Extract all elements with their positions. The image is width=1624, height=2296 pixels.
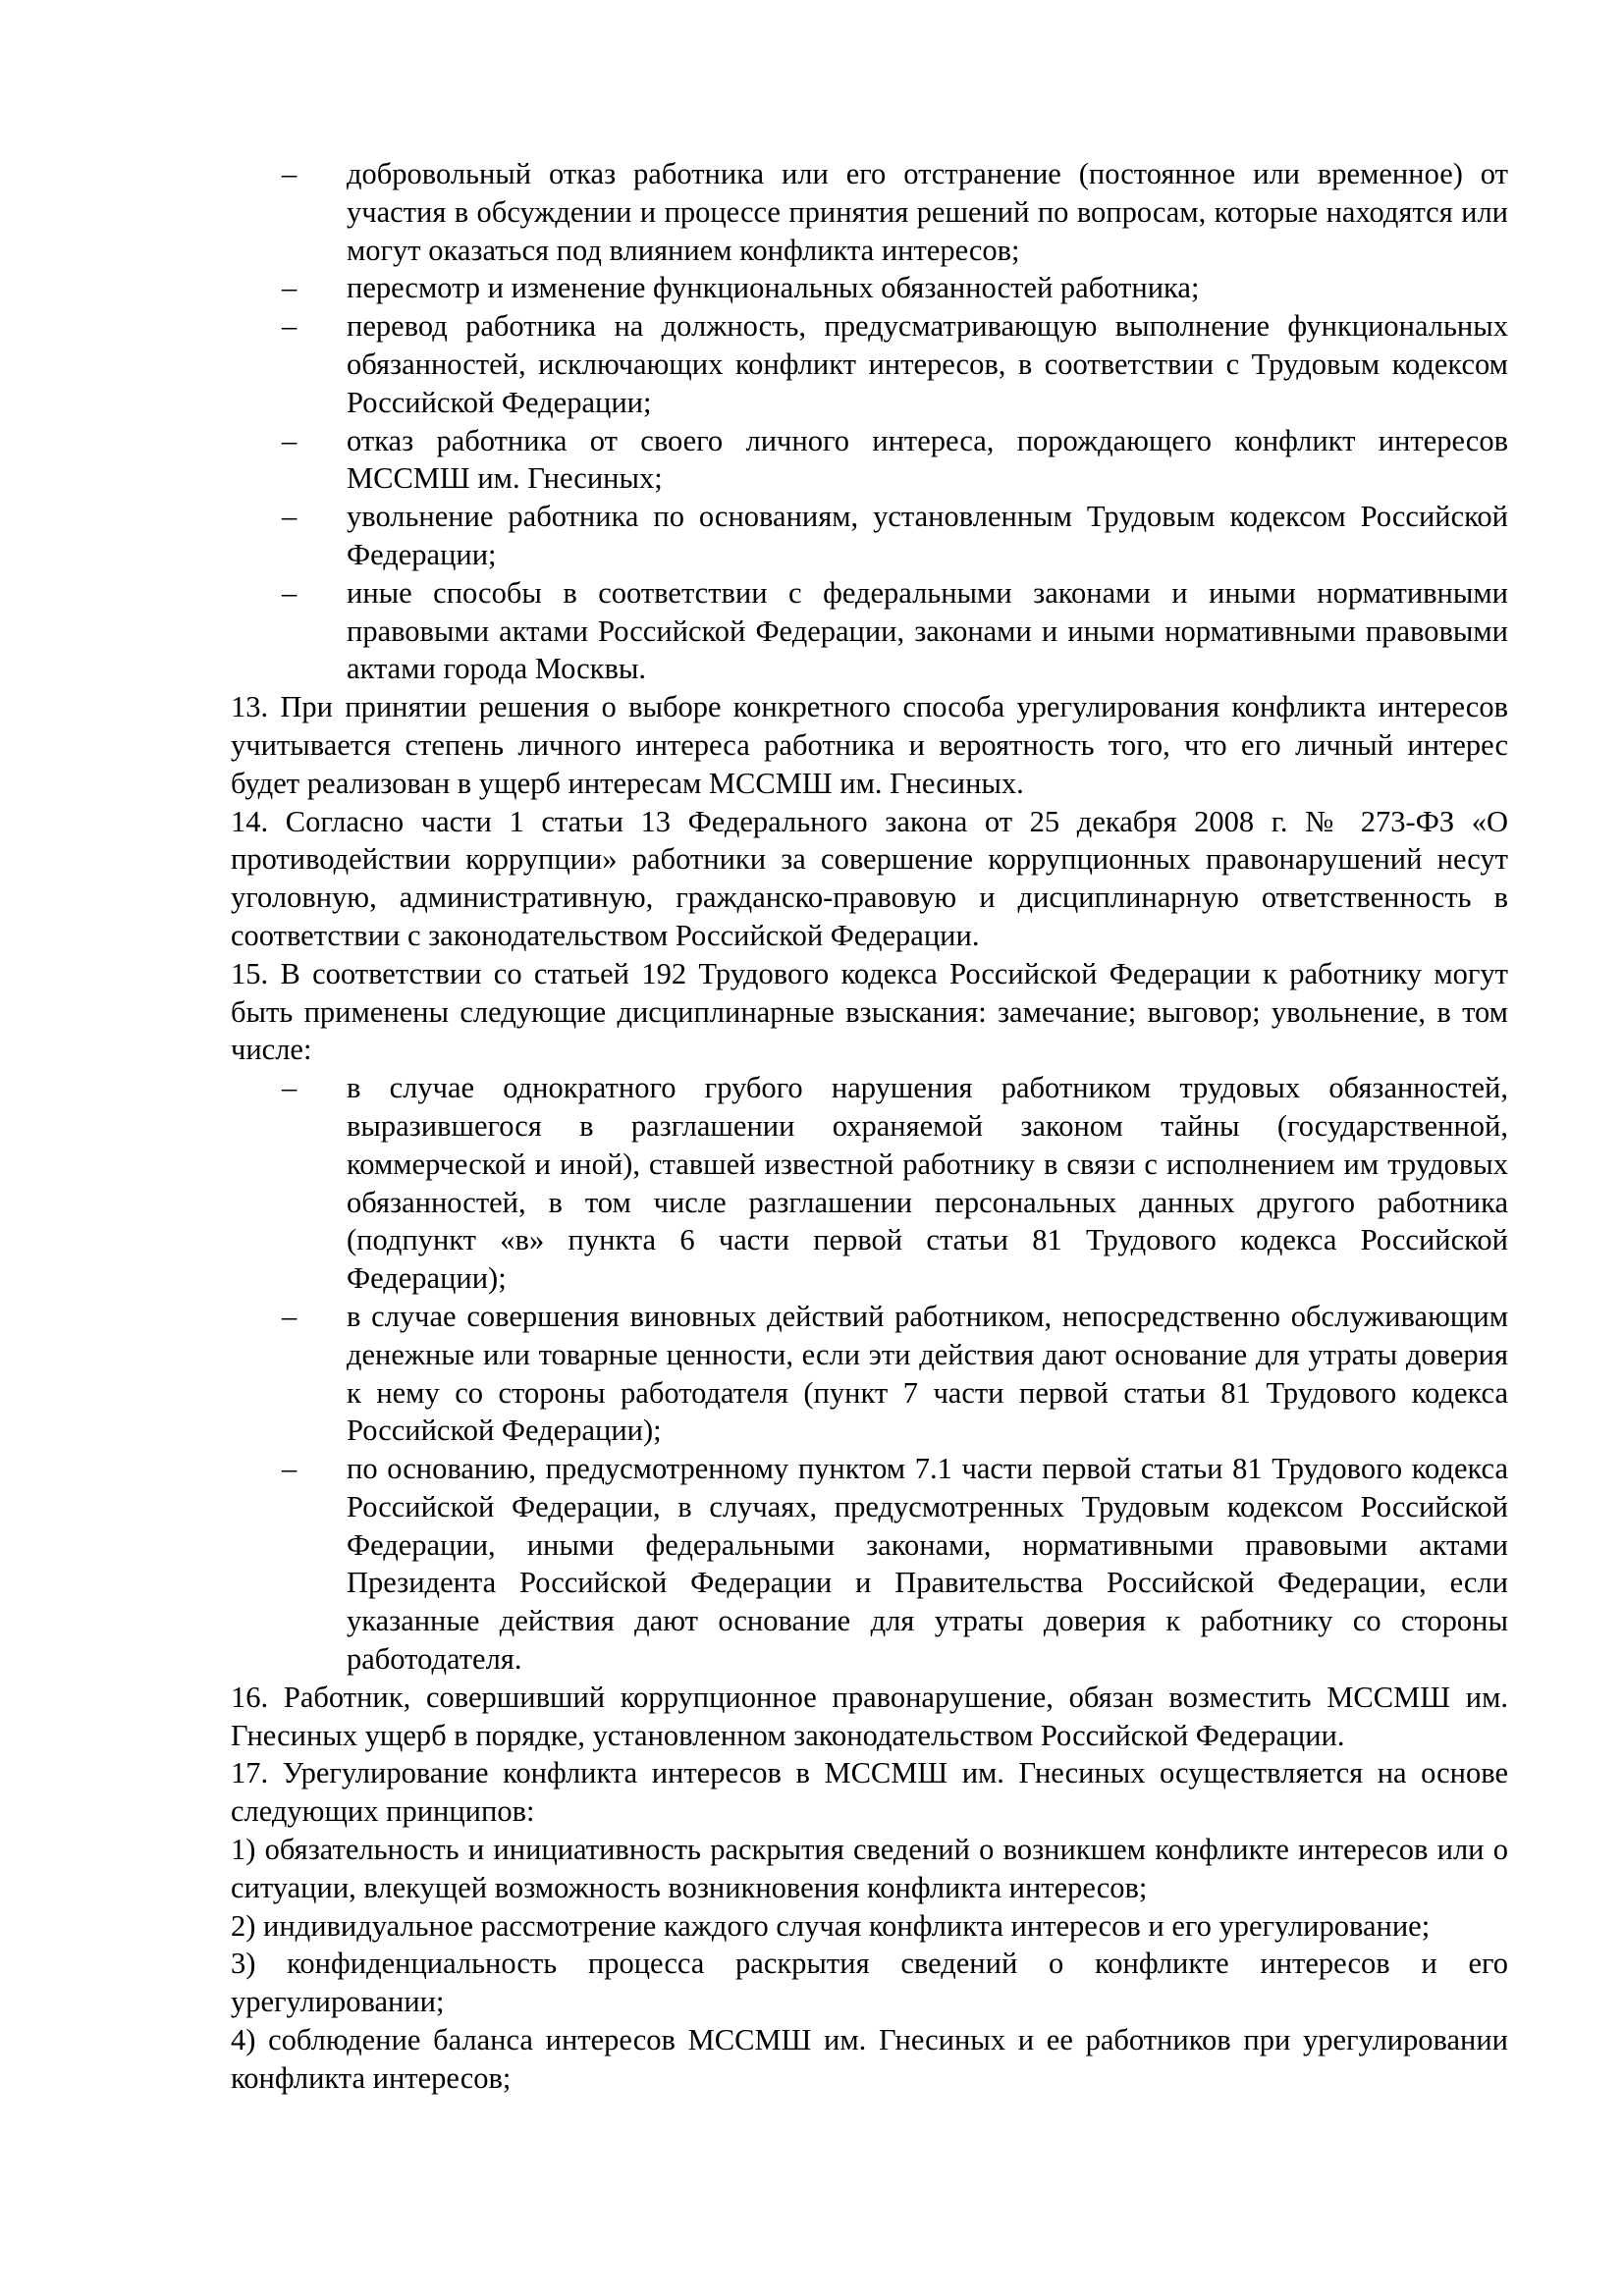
bullet-text: в случае однократного грубого нарушения работником трудовых обязанностей, выразившегося в разглашении охраняемой законом тайны (государственной, коммерческой и иной), ставшей известной работнику в связи с исполнением им трудовых обязанностей, в том числе разглашении персональных данных другого работника (подпункт «в» пункта 6 части первой статьи 81 Трудового кодекса Российской Федерации); [347, 1071, 1508, 1296]
bullet-item [231, 422, 1508, 499]
paragraph: 2) индивидуальное рассмотрение каждого случая конфликта интересов и его урегулирование; [231, 1908, 1431, 1943]
paragraph: 1) обязательность и инициативность раскрытия сведений о возникшем конфликте интересов или о ситуации, влекущей возможность возникновения конфликта интересов; [231, 1833, 1508, 1904]
paragraph: 14. Согласно части 1 статьи 13 Федерального закона от 25 декабря 2008 г. № 273-ФЗ «О противодействии коррупции» работники за совершение коррупционных правонарушений несут уголовную, административную, гражданско-правовую и дисциплинарную ответственность в соответствии с законодательством Российской Федерации. [231, 804, 1508, 952]
bullet-text: увольнение работника по основаниям, установленным Трудовым кодексом Российской Федерации; [347, 500, 1508, 571]
bullet-text: пересмотр и изменение функциональных обязанностей работника; [347, 271, 1200, 305]
paragraph: 4) соблюдение баланса интересов МССМШ им. Гнесиных и ее работников при урегулировании конфликта интересов; [231, 2023, 1508, 2095]
bullet-dash-marker: – [282, 309, 298, 344]
paragraph: 16. Работник, совершивший коррупционное правонарушение, обязан возместить МССМШ им. Гнесиных ущерб в порядке, установленном законодательством Российской Федерации. [231, 1680, 1508, 1752]
paragraph: 13. При принятии решения о выборе конкретного способа урегулирования конфликта интересов учитывается степень личного интереса работника и вероятность того, что его личный интерес будет реализован в ущерб интересам МССМШ им. Гнесиных. [231, 690, 1508, 800]
bullet-dash-marker: – [282, 157, 298, 190]
paragraph: 17. Урегулирование конфликта интересов в МССМШ им. Гнесиных осуществляется на основе следующих принципов: [231, 1756, 1508, 1829]
bullet-dash-marker: – [282, 1299, 298, 1333]
bullet-dash-marker: – [282, 1071, 298, 1105]
bullet-dash-marker: – [282, 500, 298, 534]
bullet-text: перевод работника на должность, предусматривающую выполнение функциональных обязанностей, исключающих конфликт интересов, в соответствии с Трудовым кодексом Российской Федерации; [347, 309, 1508, 419]
document-body [231, 155, 1508, 2098]
bullet-item [231, 498, 1508, 574]
bullet-dash-marker: – [282, 1452, 298, 1486]
bullet-dash-marker: – [282, 423, 298, 457]
paragraph: 15. В соответствии со статьей 192 Трудового кодекса Российской Федерации к работнику могут быть применены следующие дисциплинарные взыскания: замечание; выговор; увольнение, в том числе: [231, 956, 1508, 1067]
bullet-item [231, 155, 1508, 269]
bullet-text: по основанию, предусмотренному пунктом 7.1 части первой статьи 81 Трудового кодекса Российской Федерации, в случаях, предусмотренных Трудовым кодексом Российской Федерации, иными федеральными законами, нормативными правовыми актами Президента Российской Федерации и Правительства Российской Федерации, если указанные действия дают основание для утраты доверия к работнику со стороны работодателя. [347, 1452, 1508, 1677]
bullet-dash-marker: – [282, 575, 298, 610]
paragraph: 3) конфиденциальность процесса раскрытия сведений о конфликте интересов и его урегулировании; [231, 1947, 1508, 2019]
bullet-item [231, 307, 1508, 421]
bullet-item [231, 1450, 1508, 1679]
bullet-text: в случае совершения виновных действий работником, непосредственно обслуживающим денежные или товарные ценности, если эти действия дают основание для утраты доверия к нему со стороны работодателя (пункт 7 части первой статьи 81 Трудового кодекса Российской Федерации); [347, 1299, 1508, 1448]
bullet-text: отказ работника от своего личного интереса, порождающего конфликт интересов МССМШ им. Гнесиных; [347, 423, 1508, 496]
bullet-item [231, 1069, 1508, 1298]
bullet-text: добровольный отказ работника или его отстранение (постоянное или временное) от участия в обсуждении и процессе принятия решений по вопросам, которые находятся или могут оказаться под влиянием конфликта интересов; [347, 157, 1508, 267]
bullet-item [231, 1298, 1508, 1450]
bullet-dash-marker: – [282, 271, 298, 305]
bullet-item [231, 269, 1508, 307]
bullet-text: иные способы в соответствии с федеральными законами и иными нормативными правовыми актами Российской Федерации, законами и иными нормативными правовыми актами города Москвы. [347, 575, 1508, 686]
bullet-item [231, 574, 1508, 688]
